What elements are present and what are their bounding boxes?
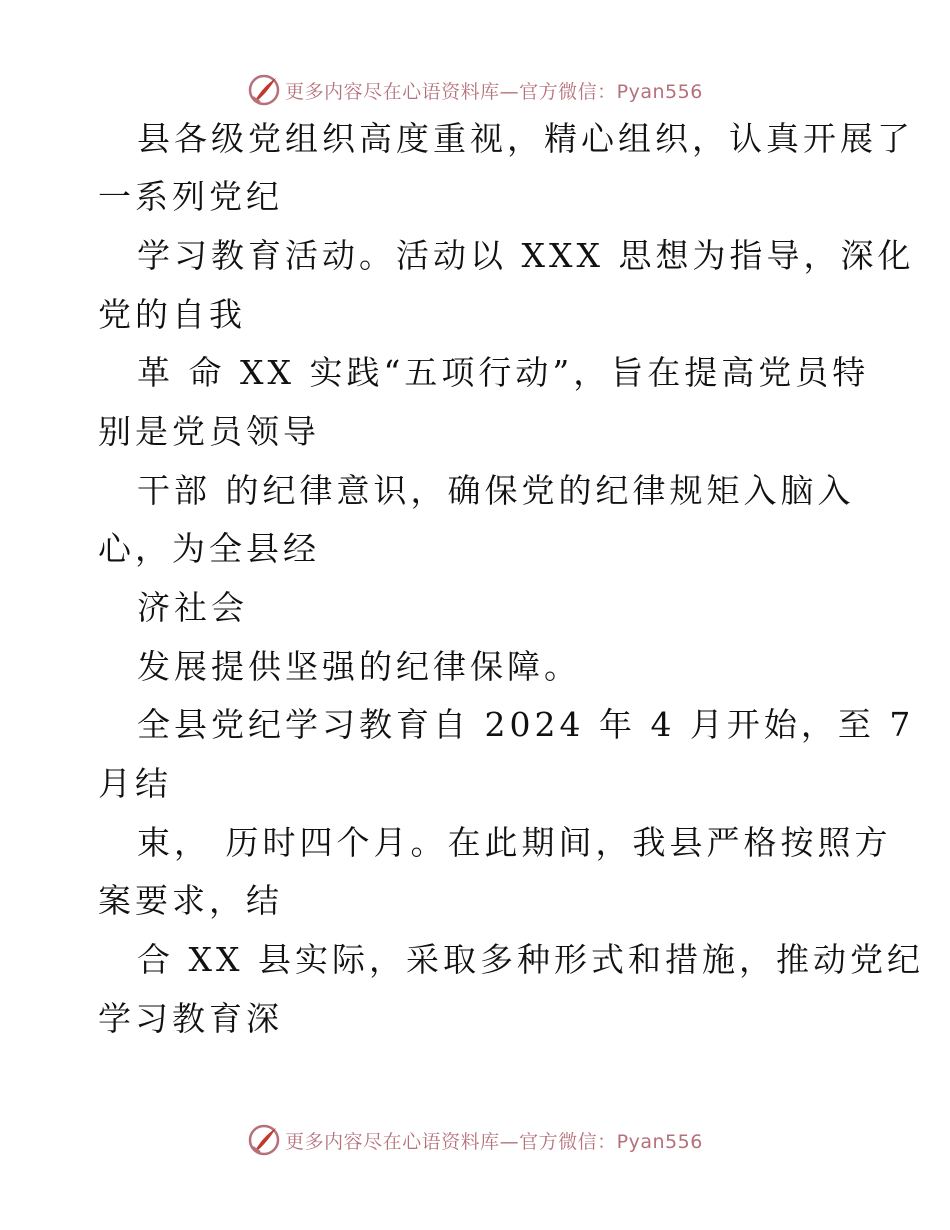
- body-line: 学习教育活动。活动以 XXX 思想为指导，深化: [137, 236, 915, 275]
- body-line: 束， 历时四个月。在此期间，我县严格按照方: [137, 823, 892, 862]
- body-line: 别是党员领导: [98, 412, 320, 451]
- body-line: 革 命 XX 实践“五项行动”，旨在提高党员特: [137, 353, 870, 392]
- footer-banner-text: 更多内容尽在心语资料库—官方微信：Pyan556: [285, 1130, 703, 1153]
- body-line: 合 XX 县实际，采取多种形式和措施，推动党纪: [137, 940, 924, 979]
- body-line: 干部 的纪律意识，确保党的纪律规矩入脑入: [137, 471, 855, 510]
- quill-logo-icon: [247, 1123, 281, 1157]
- quill-logo-icon: [247, 73, 281, 107]
- body-line: 全县党纪学习教育自 2024 年 4 月开始，至 7: [137, 705, 915, 744]
- body-line: 济社会: [137, 588, 248, 627]
- footer-banner: [0, 1120, 950, 1160]
- body-line: 发展提供坚强的纪律保障。: [137, 647, 581, 686]
- body-line: 党的自我: [98, 295, 246, 334]
- header-banner-text: 更多内容尽在心语资料库—官方微信：Pyan556: [285, 80, 703, 103]
- body-line: 县各级党组织高度重视，精心组织，认真开展了: [137, 119, 914, 158]
- body-line: 学习教育深: [98, 999, 283, 1038]
- body-line: 一系列党纪: [98, 177, 283, 216]
- body-line: 案要求，结: [98, 881, 283, 920]
- body-line: 心，为全县经: [98, 529, 320, 568]
- header-banner: [0, 70, 950, 110]
- body-line: 月结: [98, 764, 172, 803]
